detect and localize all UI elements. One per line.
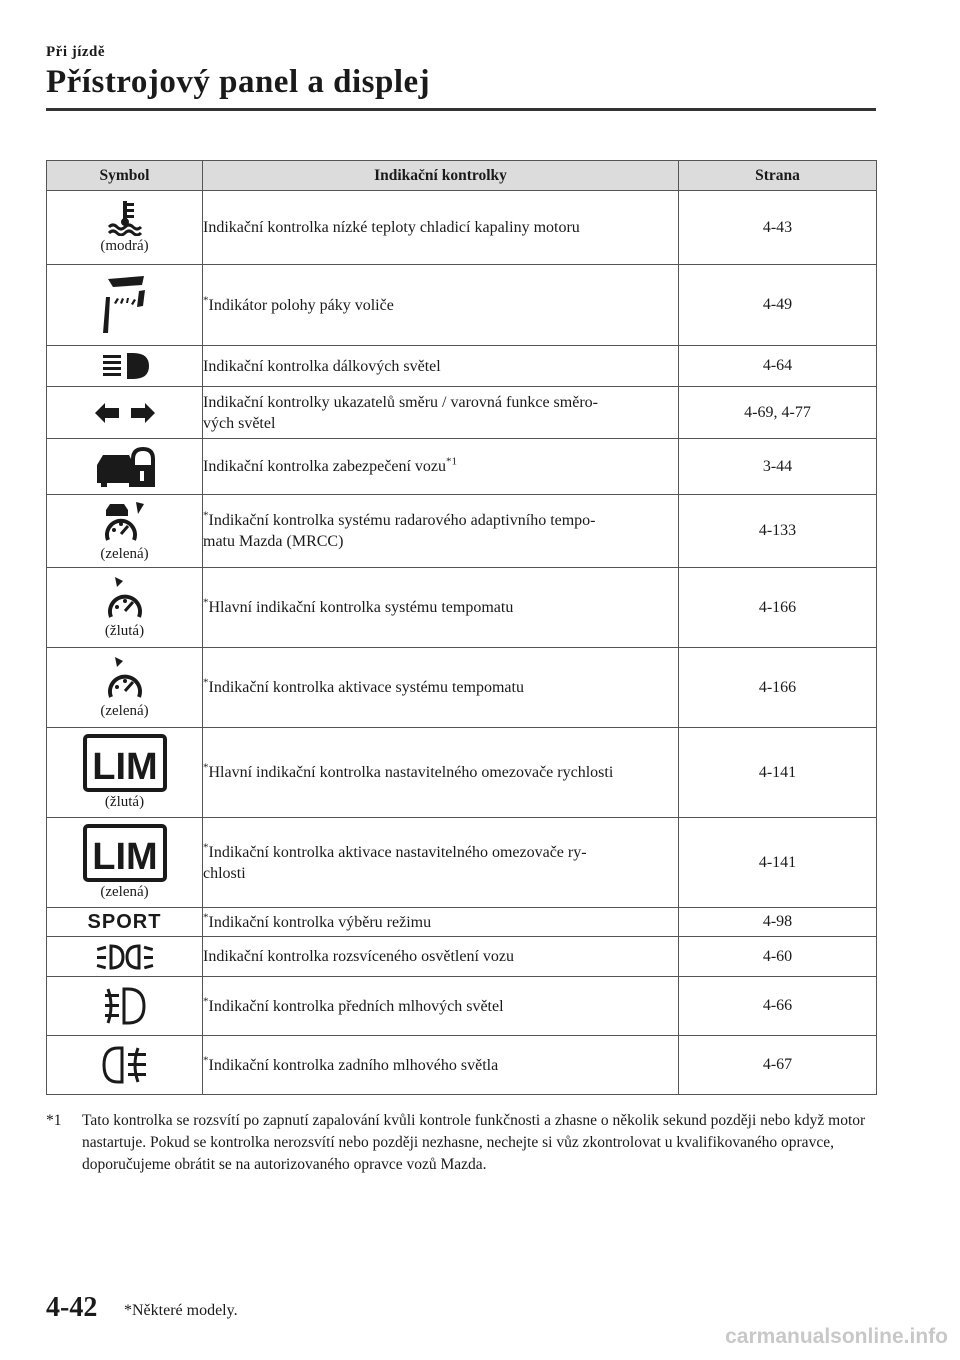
lim-label: LIM [91, 746, 158, 788]
page-ref: 4-67 [679, 1036, 877, 1095]
symbol-cell [47, 568, 203, 648]
description-cell: *Indikační kontrolka výběru režimu [203, 908, 679, 937]
column-header-symbol: Symbol [47, 161, 203, 191]
page-ref: 4-66 [679, 977, 877, 1036]
table-row [47, 648, 877, 728]
rear-fog-icon [100, 1045, 150, 1085]
page-ref: 4-49 [679, 265, 877, 346]
page-ref: 4-141 [679, 728, 877, 818]
description-cell: Indikační kontrolka zabezpečení vozu$^{*1}$ [203, 439, 679, 495]
page-ref: 3-44 [679, 439, 877, 495]
table-row [47, 387, 877, 439]
description-cell: *Indikační kontrolka aktivace systému tempomatu [203, 648, 679, 728]
color-label: (žlutá) [104, 623, 145, 639]
page-ref: 4-43 [679, 191, 877, 265]
front-fog-icon [102, 986, 148, 1026]
symbol-cell [47, 977, 203, 1036]
description-cell: *Indikátor polohy páky voliče [203, 265, 679, 346]
table-row [47, 1036, 877, 1095]
symbol-cell [47, 908, 203, 937]
sport-mode-icon: SPORT [87, 910, 162, 933]
table-row [47, 495, 877, 568]
description-cell: *Indikační kontrolka systému radarového adaptivního tempo- matu Mazda (MRCC) [203, 495, 679, 568]
lim-label: LIM [91, 836, 158, 878]
symbol-cell [47, 495, 203, 568]
description-cell: Indikační kontrolka rozsvíceného osvětlení vozu [203, 937, 679, 977]
description-cell: Indikační kontrolky ukazatelů směru / varovná funkce směro- vých světel [203, 387, 679, 439]
column-header-page: Strana [679, 161, 877, 191]
table-row [47, 191, 877, 265]
symbol-cell [47, 818, 203, 908]
section-label: Při jízdě [46, 44, 106, 60]
symbol-cell [47, 346, 203, 387]
lim-main-icon [83, 734, 167, 792]
shift-position-indicator-icon [100, 273, 150, 337]
footnote [46, 1110, 876, 1176]
description-cell: *Hlavní indikační kontrolka systému tempomatu [203, 568, 679, 648]
high-beam-icon [97, 351, 153, 381]
security-lock-icon [93, 445, 157, 489]
color-label: (zelená) [100, 884, 149, 900]
page-ref: 4-64 [679, 346, 877, 387]
symbol-cell [47, 937, 203, 977]
symbol-cell [47, 728, 203, 818]
cruise-main-icon [103, 575, 147, 621]
color-label: (žlutá) [104, 794, 145, 810]
page-ref: 4-69, 4-77 [679, 387, 877, 439]
position-lights-icon [93, 943, 157, 971]
models-note: *Některé modely. [124, 1302, 238, 1319]
table-row [47, 568, 877, 648]
cruise-set-icon [103, 655, 147, 701]
symbol-cell [47, 439, 203, 495]
footnote-text: Tato kontrolka se rozsvítí po zapnutí zapalování kvůli kontrole funkčnosti a zhasne o několik sekund později nebo když motor nastartuje. Pokud se kontrolka nerozsvítí nebo později nezhasne, nechejte si vůz zkontrolovat u kvalifikovaného opravce, doporučujeme obrátit se na autorizovaného opravce vozů Mazda. [82, 1112, 866, 1173]
page-ref: 4-133 [679, 495, 877, 568]
description-cell: *Hlavní indikační kontrolka nastavitelného omezovače rychlosti [203, 728, 679, 818]
page-ref: 4-60 [679, 937, 877, 977]
table-row [47, 818, 877, 908]
symbol-cell [47, 648, 203, 728]
table-row [47, 439, 877, 495]
page-title: Přístrojový panel a displej [46, 64, 431, 100]
description-cell: *Indikační kontrolka zadního mlhového světla [203, 1036, 679, 1095]
description-cell: Indikační kontrolka dálkových světel [203, 346, 679, 387]
page-ref: 4-98 [679, 908, 877, 937]
table-row [47, 346, 877, 387]
footnote-reference: *1 [446, 455, 457, 468]
page-ref: 4-166 [679, 648, 877, 728]
radar-cruise-icon [100, 500, 150, 544]
watermark: carmanualsonline.info [725, 1325, 948, 1348]
table-row [47, 937, 877, 977]
symbol-cell [47, 265, 203, 346]
column-header-indicator: Indikační kontrolky [203, 161, 679, 191]
lim-active-icon [83, 824, 167, 882]
color-label: (zelená) [100, 703, 149, 719]
symbol-cell [47, 387, 203, 439]
turn-signal-icon [93, 400, 157, 426]
table-row [47, 265, 877, 346]
footnote-mark: *1 [46, 1112, 62, 1129]
table-row [47, 977, 877, 1036]
table-header-row [47, 161, 877, 191]
table-row [47, 728, 877, 818]
indicator-table [46, 160, 877, 1095]
page-ref: 4-141 [679, 818, 877, 908]
header-rule [46, 108, 876, 111]
description-cell: *Indikační kontrolka aktivace nastavitelného omezovače ry- chlosti [203, 818, 679, 908]
symbol-cell [47, 1036, 203, 1095]
page-ref: 4-166 [679, 568, 877, 648]
description-cell: *Indikační kontrolka předních mlhových světel [203, 977, 679, 1036]
description-cell: Indikační kontrolka nízké teploty chladicí kapaliny motoru [203, 191, 679, 265]
symbol-cell [47, 191, 203, 265]
page-number: 4-42 [46, 1292, 98, 1323]
color-label: (zelená) [100, 545, 149, 562]
coolant-low-temp-icon [105, 200, 145, 236]
color-label: (modrá) [100, 238, 149, 254]
table-row [47, 908, 877, 937]
